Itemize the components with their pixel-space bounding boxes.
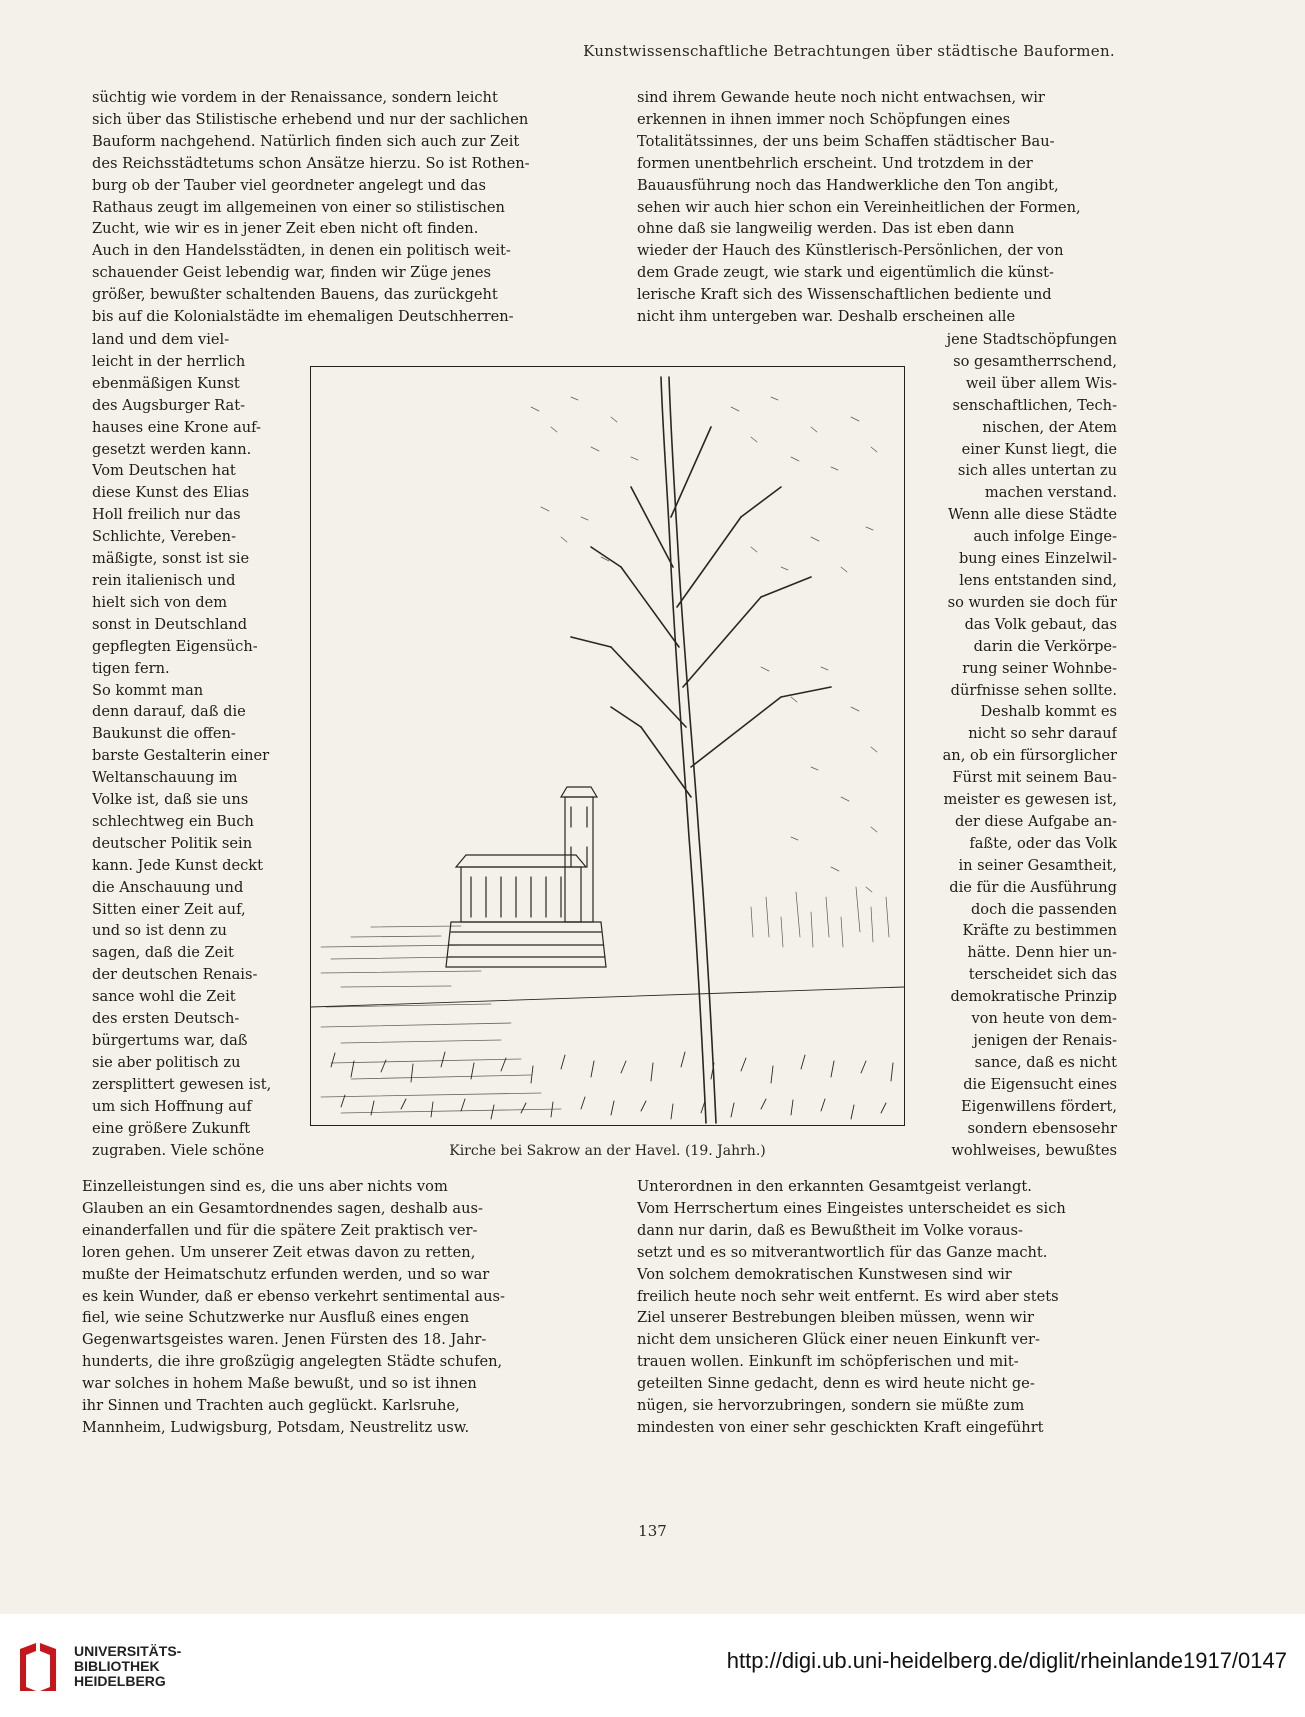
text-line: nicht dem unsicheren Glück einer neuen Einkunft ver-	[637, 1331, 1040, 1349]
foreground-grass	[311, 987, 904, 1119]
text-line: darin die Verkörpe-	[973, 637, 1117, 655]
text-line: sind ihrem Gewande heute noch nicht entwachsen, wir	[637, 89, 1045, 106]
foliage-hatching	[531, 397, 889, 947]
text-line: bürgertums war, daß	[92, 1032, 248, 1049]
text-line: setzt und es so mitverantwortlich für das Ganze macht.	[637, 1243, 1048, 1261]
illustration-frame	[310, 366, 905, 1126]
text-line: sie aber politisch zu	[92, 1053, 241, 1071]
text-line: Wenn alle diese Städte	[947, 506, 1117, 524]
text-line: barste Gestalterin einer	[92, 747, 270, 765]
text-line: sagen, daß die Zeit	[92, 944, 234, 962]
text-line: Sitten einer Zeit auf,	[92, 900, 246, 918]
text-line: sondern ebensosehr	[967, 1119, 1117, 1137]
text-line: Vom Deutschen hat	[92, 462, 236, 480]
text-line: Eigenwillens fördert,	[961, 1097, 1117, 1115]
text-line: die für die Ausführung	[949, 878, 1117, 896]
text-line: Totalitätssinnes, der uns beim Schaffen städtischer Bau-	[637, 132, 1055, 150]
text-line: meister es gewesen ist,	[943, 791, 1117, 809]
text-line: des Augsburger Rat-	[92, 396, 246, 414]
text-line: sonst in Deutschland	[92, 615, 248, 633]
text-line: nicht ihm untergeben war. Deshalb erscheinen alle	[637, 308, 1016, 326]
text-line: Kräfte zu bestimmen	[962, 922, 1117, 940]
text-line: gesetzt werden kann.	[92, 440, 252, 458]
text-line: so wurden sie doch für	[947, 593, 1117, 611]
text-line: rein italienisch und	[92, 571, 236, 589]
left-column-top	[92, 87, 592, 328]
text-line: Von solchem demokratischen Kunstwesen sind wir	[637, 1265, 1012, 1283]
text-line: hunderts, die ihre großzügig angelegten Städte schufen,	[82, 1353, 503, 1371]
university-library-logo-icon	[14, 1639, 62, 1695]
text-line: hauses eine Krone auf-	[92, 418, 261, 436]
text-line: Auch in den Handelsstädten, in denen ein politisch weit-	[92, 242, 511, 260]
text-line: formen unentbehrlich erscheint. Und trotzdem in der	[637, 154, 1033, 172]
left-column-narrow	[92, 329, 292, 1161]
text-line: von heute von dem-	[971, 1010, 1117, 1028]
text-line: Bauform nachgehend. Natürlich finden sich auch zur Zeit	[92, 132, 520, 150]
text-line: war solches in hohem Maße bewußt, und so ist ihnen	[82, 1375, 477, 1393]
text-line: sance, daß es nicht	[974, 1053, 1117, 1071]
text-line: des Reichsstädtetums schon Ansätze hierzu. So ist Rothen-	[92, 154, 530, 172]
text-line: Fürst mit seinem Bau-	[952, 769, 1117, 787]
text-line: loren gehen. Um unserer Zeit etwas davon zu retten,	[82, 1243, 476, 1261]
text-line: Deshalb kommt es	[980, 703, 1117, 721]
text-line: demokratische Prinzip	[950, 988, 1117, 1006]
text-line: denn darauf, daß die	[92, 703, 246, 721]
illustration-figure	[310, 366, 905, 1159]
permalink-url[interactable]: http://digi.ub.uni-heidelberg.de/diglit/rheinlande1917/0147	[726, 1648, 1287, 1673]
text-line: rung seiner Wohnbe-	[962, 659, 1117, 677]
text-line: Bauausführung noch das Handwerkliche den Ton angibt,	[637, 176, 1059, 194]
text-line: schauender Geist lebendig war, finden wir Züge jenes	[92, 264, 492, 282]
text-line: dem Grade zeugt, wie stark und eigentümlich die künst-	[637, 264, 1054, 282]
left-column-bottom	[82, 1176, 594, 1439]
text-line: diese Kunst des Elias	[92, 484, 250, 502]
text-line: land und dem viel-	[92, 331, 230, 348]
text-line: deutscher Politik sein	[92, 834, 253, 852]
text-line: Mannheim, Ludwigsburg, Potsdam, Neustrelitz usw.	[82, 1418, 470, 1436]
text-line: der deutschen Renais-	[92, 966, 258, 984]
text-line: sehen wir auch hier schon ein Vereinheitlichen der Formen,	[637, 198, 1081, 216]
text-line: bis auf die Kolonialstädte im ehemaligen Deutschherren-	[92, 308, 514, 326]
text-line: Zucht, wie wir es in jener Zeit eben nicht oft finden.	[92, 220, 479, 238]
text-line: hielt sich von dem	[92, 593, 228, 611]
text-line: nischen, der Atem	[982, 418, 1117, 436]
text-line: des ersten Deutsch-	[92, 1010, 240, 1028]
library-line-2: BIBLIOTHEK	[74, 1658, 160, 1674]
right-column-bottom	[637, 1176, 1117, 1439]
text-line: Vom Herrschertum eines Eingeistes unterscheidet es sich	[637, 1199, 1066, 1217]
text-line: ebenmäßigen Kunst	[92, 374, 240, 392]
text-line: Ziel unserer Bestrebungen bleiben müssen, wenn wir	[637, 1309, 1034, 1327]
text-line: So kommt man	[92, 681, 204, 699]
text-line: süchtig wie vordem in der Renaissance, sondern leicht	[92, 89, 498, 106]
text-line: lerische Kraft sich des Wissenschaftlichen bediente und	[637, 286, 1052, 304]
text-line: Gegenwartsgeistes waren. Jenen Fürsten des 18. Jahr-	[82, 1331, 487, 1349]
text-line: Volke ist, daß sie uns	[92, 791, 249, 809]
text-line: bung eines Einzelwil-	[958, 550, 1117, 568]
text-line: gepflegten Eigensüch-	[92, 637, 258, 655]
text-line: wohlweises, bewußtes	[951, 1141, 1117, 1159]
text-line: mindesten von einer sehr geschickten Kraft eingeführt	[637, 1418, 1044, 1436]
text-line: nicht so sehr darauf	[968, 725, 1117, 743]
text-line: ohne daß sie langweilig werden. Das ist eben dann	[637, 220, 1015, 238]
text-line: jenigen der Renais-	[973, 1032, 1117, 1049]
text-line: jene Stadtschöpfungen	[946, 331, 1117, 348]
text-line: so gesamtherrschend,	[953, 352, 1117, 370]
text-line: senschaftlichen, Tech-	[952, 396, 1117, 414]
text-line: freilich heute noch sehr weit entfernt. Es wird aber stets	[637, 1287, 1059, 1305]
right-column-narrow	[920, 329, 1117, 1161]
figure-caption: Kirche bei Sakrow an der Havel. (19. Jahrh.)	[449, 1143, 766, 1159]
text-line: Baukunst die offen-	[92, 725, 236, 743]
church-landscape-drawing	[311, 367, 904, 1125]
text-line: einanderfallen und für die spätere Zeit praktisch ver-	[82, 1221, 478, 1239]
text-line: es kein Wunder, daß er ebenso verkehrt sentimental aus-	[82, 1287, 505, 1305]
text-line: mußte der Heimatschutz erfunden werden, und so war	[82, 1265, 490, 1283]
running-header: Kunstwissenschaftliche Betrachtungen über städtische Bauformen.	[583, 42, 1115, 60]
text-line: um sich Hoffnung auf	[92, 1097, 252, 1115]
text-line: kann. Jede Kunst deckt	[92, 856, 263, 874]
water-hatching	[321, 926, 561, 1113]
text-line: sance wohl die Zeit	[92, 988, 236, 1006]
text-line: weil über allem Wis-	[965, 374, 1117, 392]
text-line: lens entstanden sind,	[959, 571, 1117, 589]
text-line: Unterordnen in den erkannten Gesamtgeist verlangt.	[637, 1178, 1032, 1195]
library-line-3: HEIDELBERG	[74, 1673, 166, 1689]
text-line: mäßigte, sonst ist sie	[92, 550, 250, 568]
text-line: dann nur darin, daß es Bewußtheit im Volke voraus-	[637, 1221, 1023, 1239]
text-line: tigen fern.	[92, 659, 170, 677]
text-line: Einzelleistungen sind es, die uns aber nichts vom	[82, 1178, 448, 1195]
library-name	[74, 1644, 181, 1689]
text-line: einer Kunst liegt, die	[961, 440, 1117, 458]
church-building	[446, 787, 606, 967]
text-line: doch die passenden	[970, 900, 1117, 918]
text-line: faßte, oder das Volk	[969, 834, 1117, 852]
text-line: zersplittert gewesen ist,	[92, 1075, 272, 1093]
text-line: und so ist denn zu	[92, 922, 227, 940]
text-line: Rathaus zeugt im allgemeinen von einer so stilistischen	[92, 198, 505, 216]
text-line: ihr Sinnen und Trachten auch geglückt. Karlsruhe,	[82, 1397, 460, 1415]
text-line: Glauben an ein Gesamtordnendes sagen, deshalb aus-	[82, 1199, 483, 1217]
birch-tree	[571, 377, 831, 1123]
text-line: zugraben. Viele schöne	[92, 1141, 265, 1159]
text-line: die Eigensucht eines	[963, 1075, 1117, 1093]
text-line: dürfnisse sehen sollte.	[950, 681, 1117, 699]
text-line: der diese Aufgabe an-	[954, 812, 1117, 830]
text-line: fiel, wie seine Schutzwerke nur Ausfluß eines engen	[82, 1309, 470, 1327]
text-line: auch infolge Einge-	[973, 528, 1117, 546]
page-number: 137	[638, 1522, 667, 1540]
text-line: in seiner Gesamtheit,	[958, 856, 1117, 874]
text-line: nügen, sie hervorzubringen, sondern sie müßte zum	[637, 1397, 1025, 1415]
text-line: die Anschauung und	[92, 878, 244, 896]
text-line: eine größere Zukunft	[92, 1119, 251, 1137]
text-line: machen verstand.	[984, 484, 1117, 502]
right-column-top	[637, 87, 1117, 328]
text-line: größer, bewußter schaltenden Bauens, das zurückgeht	[92, 286, 498, 304]
text-line: Holl freilich nur das	[92, 506, 241, 524]
text-line: geteilten Sinne gedacht, denn es wird heute nicht ge-	[637, 1375, 1035, 1393]
text-line: sich alles untertan zu	[957, 462, 1117, 480]
text-line: an, ob ein fürsorglicher	[942, 747, 1117, 765]
text-line: das Volk gebaut, das	[964, 615, 1117, 633]
text-line: hätte. Denn hier un-	[967, 944, 1117, 962]
text-line: erkennen in ihnen immer noch Schöpfungen eines	[637, 110, 1011, 128]
text-line: terscheidet sich das	[968, 966, 1117, 984]
library-footer	[0, 1614, 1305, 1717]
text-line: schlechtweg ein Buch	[92, 812, 254, 830]
text-line: Weltanschauung im	[92, 769, 238, 787]
text-line: wieder der Hauch des Künstlerisch-Persönlichen, der von	[637, 242, 1064, 260]
text-line: leicht in der herrlich	[92, 352, 246, 370]
text-line: burg ob der Tauber viel geordneter angelegt und das	[92, 176, 486, 194]
library-line-1: UNIVERSITÄTS-	[74, 1643, 182, 1659]
text-line: trauen wollen. Einkunft im schöpferischen und mit-	[637, 1353, 1019, 1371]
text-line: Schlichte, Vereben-	[92, 528, 237, 546]
text-line: sich über das Stilistische erhebend und nur der sachlichen	[92, 110, 529, 128]
